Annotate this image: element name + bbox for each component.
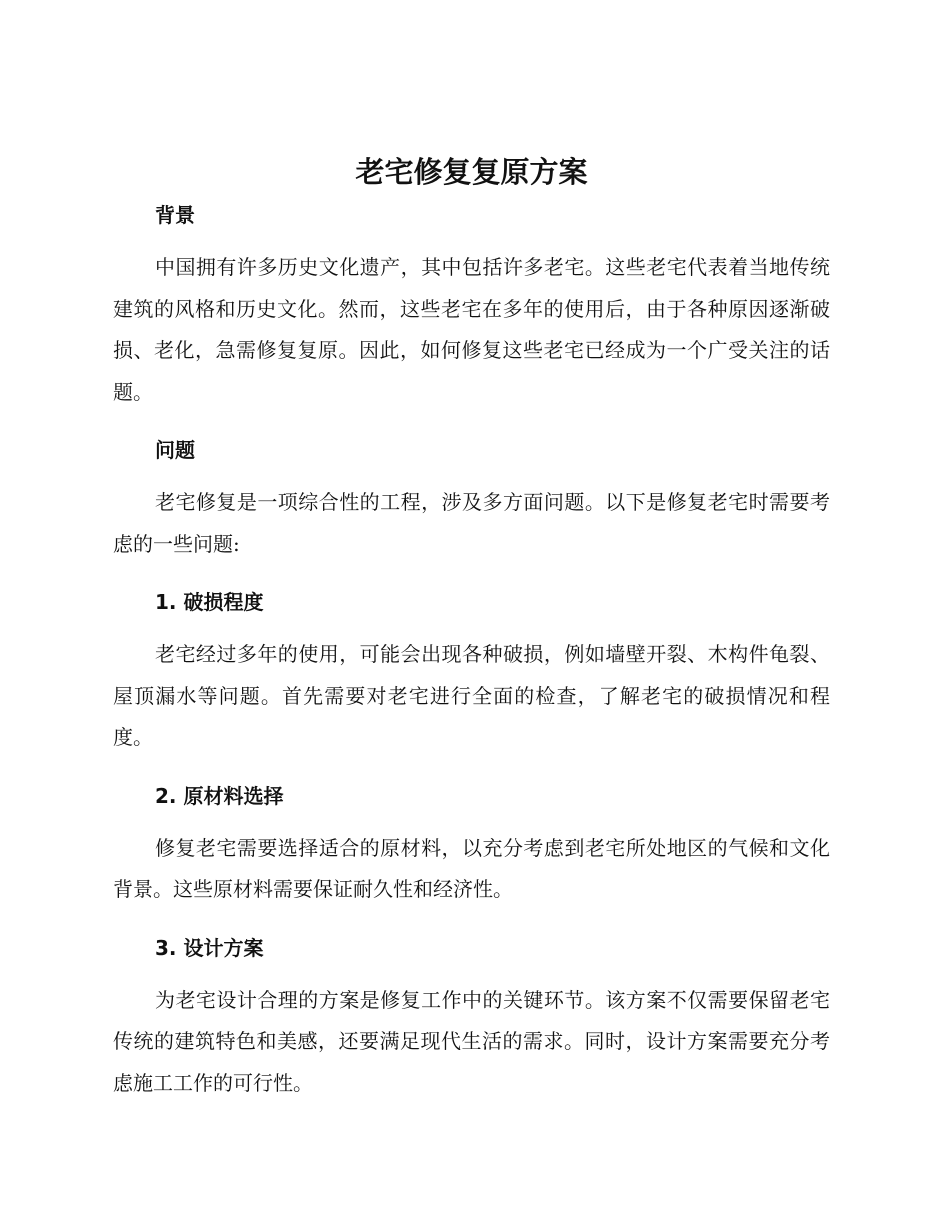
spacer — [113, 565, 830, 587]
spacer — [113, 911, 830, 933]
document-page — [113, 150, 830, 1104]
spacer — [113, 811, 830, 828]
section-heading-damage: 1. 破损程度 — [155, 590, 264, 614]
spacer — [113, 759, 830, 781]
section-paragraph-damage: 老宅经过多年的使用，可能会出现各种破损，例如墙壁开裂、木构件龟裂、屋顶漏水等问题。首先需要对老宅进行全面的检查，了解老宅的破损情况和程度。 — [113, 642, 830, 749]
document-title: 老宅修复复原方案 — [355, 155, 588, 189]
section-heading-background: 背景 — [155, 203, 195, 227]
section-heading-issues: 问题 — [155, 438, 195, 462]
spacer — [113, 465, 830, 482]
section-heading-materials: 2. 原材料选择 — [155, 783, 284, 808]
spacer — [113, 963, 830, 980]
spacer — [113, 230, 830, 247]
section-paragraph-background: 中国拥有许多历史文化遗产，其中包括许多老宅。这些老宅代表着当地传统建筑的风格和历史文化。然而，这些老宅在多年的使用后，由于各种原因逐渐破损、老化，急需修复复原。因此，如何修复这些老宅已经成为一个广受关注的话题。 — [113, 255, 830, 404]
section-paragraph-issues: 老宅修复是一项综合性的工程，涉及多方面问题。以下是修复老宅时需要考虑的一些问题: — [113, 490, 830, 556]
section-paragraph-design: 为老宅设计合理的方案是修复工作中的关键环节。该方案不仅需要保留老宅传统的建筑特色和美感，还要满足现代生活的需求。同时，设计方案需要充分考虑施工工作的可行性。 — [113, 987, 830, 1095]
section-heading-design: 3. 设计方案 — [155, 935, 264, 960]
spacer — [113, 617, 830, 634]
section-paragraph-materials: 修复老宅需要选择适合的原材料，以充分考虑到老宅所处地区的气候和文化背景。这些原材料需要保证耐久性和经济性。 — [113, 835, 830, 901]
spacer — [113, 413, 830, 435]
